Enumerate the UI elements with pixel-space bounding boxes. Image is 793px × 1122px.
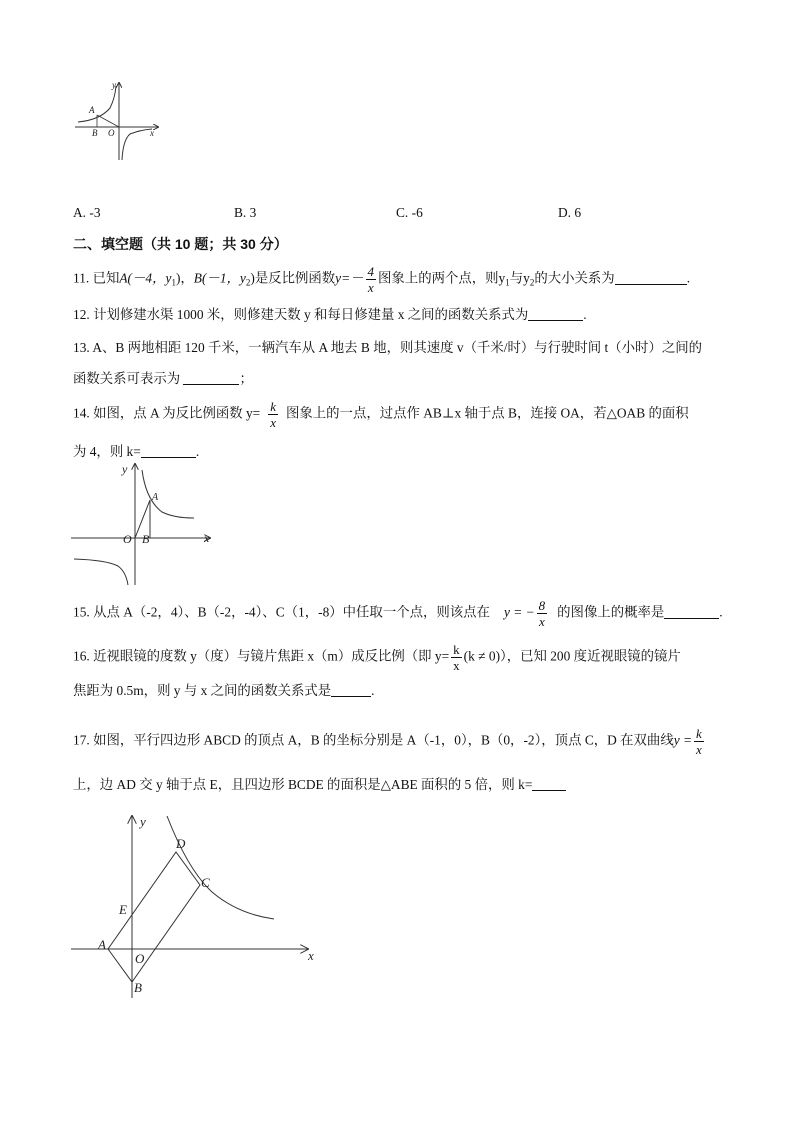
q15-answer-blank[interactable] xyxy=(664,604,719,619)
fig10-x-label: x xyxy=(150,128,154,138)
left-branch-curve xyxy=(74,559,128,585)
q17-answer-blank[interactable] xyxy=(532,776,566,791)
fig17-b-label: B xyxy=(134,980,142,995)
section-title: 二、填空题（共 10 题；共 30 分） xyxy=(73,236,288,252)
choice-d: D. 6 xyxy=(558,205,582,220)
question-11: 11. 已知A(－4，$y_1$)，B(－1，$y_2$)是反比例函数y=－ $\frac{4}{x}$ 图象上的两个点，则$y_1$与$y_2$的大小关系为 . xyxy=(73,264,691,295)
q14-graph xyxy=(68,460,218,588)
fig14-x-label: x xyxy=(204,531,210,545)
question-16-line2: 焦距为 0.5m，则 y 与 x 之间的函数关系式是 . xyxy=(73,683,375,698)
q17-fraction: $\frac{k}{x}$ xyxy=(696,726,702,757)
question-13-line2: 函数关系可表示为 ； xyxy=(73,371,253,386)
fig17-d-label: D xyxy=(176,836,186,851)
hyperbola-curve xyxy=(167,816,274,919)
fig14-o-label: O xyxy=(123,532,132,546)
question-16-line1: 16. 近视眼镜的度数 y（度）与镜片焦距 x（m）成反比例（即 y= $\frac{k}{x}$ (k ≠ 0)），已知 200 度近视眼镜的镜片 xyxy=(73,642,681,673)
choice-b: B. 3 xyxy=(234,205,257,220)
question-13-line1: 13. A、B 两地相距 120 千米，一辆汽车从 A 地去 B 地，则其速度 v（千米/时）与行驶时间 t（小时）之间的 xyxy=(73,340,703,355)
question-14-line2: 为 4，则 k= . xyxy=(73,444,200,459)
fig10-a-label: A xyxy=(89,105,95,115)
question-12: 12. 计划修建水渠 1000 米，则修建天数 y 和每日修建量 x 之间的函数关系式为 . xyxy=(73,307,587,322)
fig17-c-label: C xyxy=(201,875,210,890)
question-17-line2: 上，边 AD 交 y 轴于点 E，且四边形 BCDE 的面积是△ABE 面积的 5 倍，则 k= xyxy=(73,776,566,794)
parallelogram-abcd xyxy=(108,852,200,982)
q12-answer-blank[interactable] xyxy=(528,306,583,321)
q11-answer-blank[interactable] xyxy=(615,270,687,285)
question-14-line1: 14. 如图，点 A 为反比例函数 y= $\frac{k}{x}$ 图象上的一点，过点作 AB⊥x 轴于点 B，连接 OA，若△OAB 的面积 xyxy=(73,399,689,430)
fig17-o-label: O xyxy=(135,951,145,966)
fig17-x-label: x xyxy=(308,948,314,963)
q16-fraction: $\frac{k}{x}$ xyxy=(453,642,460,673)
q11-fraction: $\frac{4}{x}$ xyxy=(367,264,375,295)
q17-graph xyxy=(68,810,323,1000)
q14-fraction: $\frac{k}{x}$ xyxy=(270,399,276,430)
right-branch-curve xyxy=(122,129,152,160)
fig14-b-label: B xyxy=(142,532,150,546)
q10-graph xyxy=(70,78,165,163)
fig17-a-label: A xyxy=(98,937,106,952)
q16-answer-blank[interactable] xyxy=(331,682,371,697)
fig17-y-label: y xyxy=(140,814,146,829)
choice-a: A. -3 xyxy=(73,205,101,220)
segment-ao xyxy=(97,115,119,127)
fig14-y-label: y xyxy=(122,462,128,476)
q15-fraction: $\frac{8}{x}$ xyxy=(538,598,546,629)
fig14-a-label: A xyxy=(152,492,159,503)
fig10-b-label: B xyxy=(92,128,98,138)
q13-answer-blank[interactable] xyxy=(183,370,239,385)
q14-answer-blank[interactable] xyxy=(141,443,196,458)
question-15: 15. 从点 A（-2，4）、B（-2，-4）、C（1，-8）中任取一个点，则该点在 y = − $\frac{8}{x}$ 的图像上的概率是 . xyxy=(73,598,723,629)
fig10-y-label: y xyxy=(112,80,116,90)
question-17-line1: 17. 如图，平行四边形 ABCD 的顶点 A，B 的坐标分别是 A（-1，0），B（0，-2），顶点 C，D 在双曲线y = $\frac{k}{x}$ xyxy=(73,726,702,757)
fig10-o-label: O xyxy=(108,128,115,138)
fig17-e-label: E xyxy=(119,902,127,917)
choice-c: C. -6 xyxy=(396,205,423,220)
